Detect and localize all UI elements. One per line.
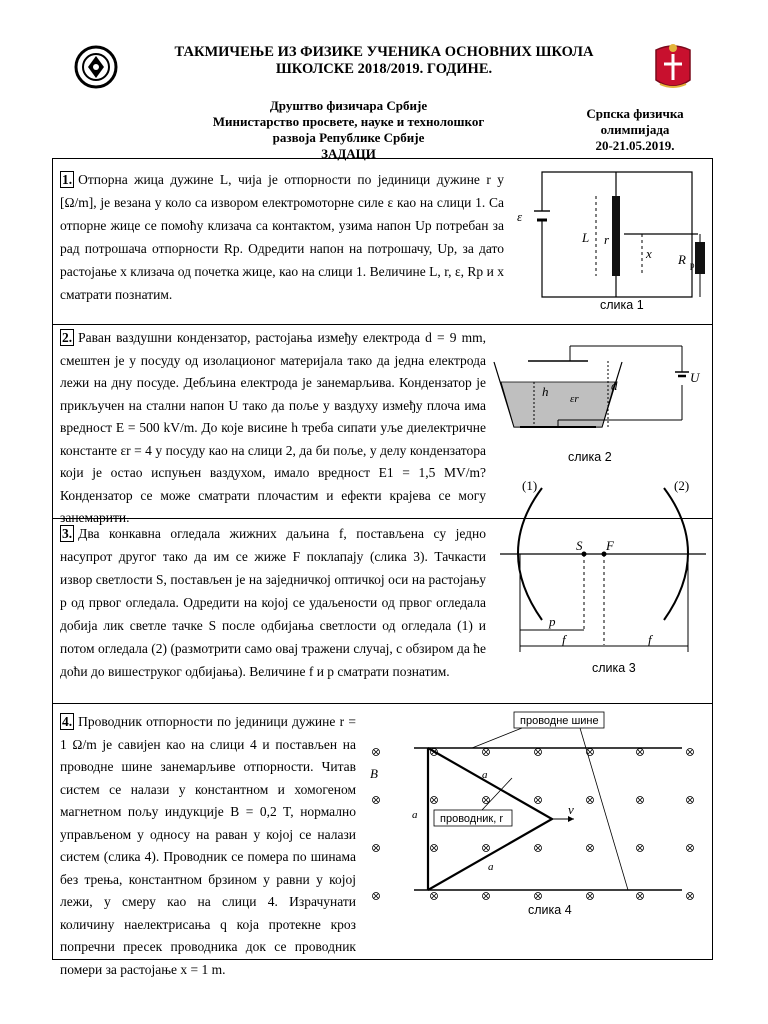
coat-of-arms-logo [652,40,694,92]
problem-text: Два конкавна огледала жижних даљина f, постављена су једно насупрот другог тако да им се жиже F поклапају (слика 3). Тачкасти извор светлости S, постављен је на заједничкој оптичкој оси на растојању p од првог огледала. Одредити на којој се удаљености од првог огледала добија лик светле тачке S после одбијања светлости од огледала (1) и потом огледала (2) (размотрити само овај тражени случај, с обзиром да ће доћи до вишеструког одбијања). Величине f и p сматрати познатим. [60,526,486,679]
problem-text: Проводник отпорности по јединици дужине r = 1 Ω/m је савијен као на слици 4 и постављен на проводне шине занемарљиве отпорности. Читав систем се налази у константном и хомогеном магнетном пољу индукције B = 0,2 T, нормално управљеном у односу на раван у којој се налази систем (слика 4). Проводник се помера по шинама без трења, константном брзином у равни у којој лежи, у смеру као на слици 4. Израчунати количину наелектрисања q која протекне кроз попречни пресек проводника док се проводник помери за растојање x = 1 m. [60,714,356,977]
figure-3-mirrors [494,470,712,680]
society-logo [72,44,120,90]
p-label: p [549,614,556,629]
figure-4-caption: слика 4 [528,903,572,917]
problem-number: 2. [62,330,73,345]
u-label: U [690,370,700,385]
field-into-page-icon [687,845,694,852]
field-into-page-icon [373,845,380,852]
f-point-label: F [606,538,614,553]
problem-4 [60,711,356,981]
problem-number: 1. [62,172,73,187]
f-label-left: f [562,632,566,647]
figure-1-caption: слика 1 [600,298,644,312]
field-into-page-icon [373,893,380,900]
figure-2-caption: слика 2 [568,450,612,462]
f-label-right: f [648,632,652,647]
field-into-page-icon [637,893,644,900]
field-into-page-icon [687,797,694,804]
field-into-page-icon [483,893,490,900]
length-label: L [582,230,590,245]
emf-label: ε [517,209,523,224]
field-into-page-icon [373,749,380,756]
field-into-page-icon [637,845,644,852]
figure-3-caption: слика 3 [592,661,636,675]
problem-number: 4. [62,714,73,729]
x-label: x [646,246,652,261]
field-into-page-icon [637,797,644,804]
field-into-page-icon [535,845,542,852]
field-into-page-icon [431,845,438,852]
field-into-page-icon [483,749,490,756]
field-into-page-icon [535,797,542,804]
figure-1-circuit [512,164,712,314]
field-into-page-icon [373,797,380,804]
a-label-bottom: a [488,861,494,873]
s-label: S [576,538,583,553]
er-label: εr [570,393,579,405]
field-into-page-icon [535,893,542,900]
problem-number: 3. [62,526,73,541]
field-into-page-icon [587,845,594,852]
h-label: h [542,384,549,399]
field-into-page-icon [587,797,594,804]
velocity-label: v [568,802,574,817]
competition-title: ТАКМИЧЕЊЕ ИЗ ФИЗИКЕ УЧЕНИКА ОСНОВНИХ ШКОЛА ШКОЛСКЕ 2018/2019. ГОДИНЕ. [174,44,594,77]
problem-text: Отпорна жица дужине L, чија је отпорности по јединици дужине r у [Ω/m], је везана у коло са извором електромоторне силе ε као на слици 1. Са отпорне жице се помоћу клизача са контактом, узима напон Up потребан за рад потрошача отпорности Rp. Одредити напон на потрошачу, Up, за дато растојање x клизача од почетка жице, као на слици 1. Величине L, r, ε, Rp и x сматрати познатим. [60,172,504,302]
field-into-page-icon [431,797,438,804]
svg-text:p: p [690,260,695,270]
conductor-label: проводник, r [440,813,504,825]
rails-label: проводне шине [520,715,599,727]
figure-2-capacitor [490,332,712,462]
organizer-block: Друштво физичара Србије Министарство просвете, науке и технолошког развоја Републике Србије ЗАДАЦИ [212,98,485,161]
mirror-2-label: (2) [674,478,690,493]
field-into-page-icon [483,845,490,852]
b-field-label: B [370,766,378,781]
r-label: r [604,232,610,247]
field-into-page-icon [535,749,542,756]
field-into-page-icon [687,749,694,756]
field-into-page-icon [687,893,694,900]
d-label: d [611,378,618,393]
field-into-page-icon [431,893,438,900]
problem-text: Раван ваздушни кондензатор, растојања између електрода d = 9 mm, смештен је у посуду од изолационог материјала тако да једна електрода лежи на дну посуде. Дебљина електрода је занемарљива. Кондензатор је прикључен на стални напон U тако да поље у ваздуху између плоча има вредност E = 500 kV/m. До које висине h треба сипати уље диелектричне константе εr = 4 у посуду као на слици 2, да би поље, у делу кондензатора који је остао испуњен ваздухом, имало вредност E1 = 1,5 MV/m? Кондензатор се може сматрати плочастим и ефекти крајева се могу занемарити. [60,330,486,525]
field-into-page-icon [637,749,644,756]
mirror-1-label: (1) [522,478,538,493]
a-label-top: a [482,769,488,781]
resistor-label: R [678,252,686,267]
olympiad-block: Српска физичка олимпијада 20-21.05.2019. [586,106,684,153]
figure-4-rails [362,706,710,920]
separator-3 [52,703,713,704]
field-into-page-icon [587,893,594,900]
field-into-page-icon [483,797,490,804]
problem-3 [60,522,486,683]
a-label-left: a [412,809,418,821]
problem-1 [60,168,504,306]
separator-1 [52,324,713,325]
problem-2 [60,327,486,530]
